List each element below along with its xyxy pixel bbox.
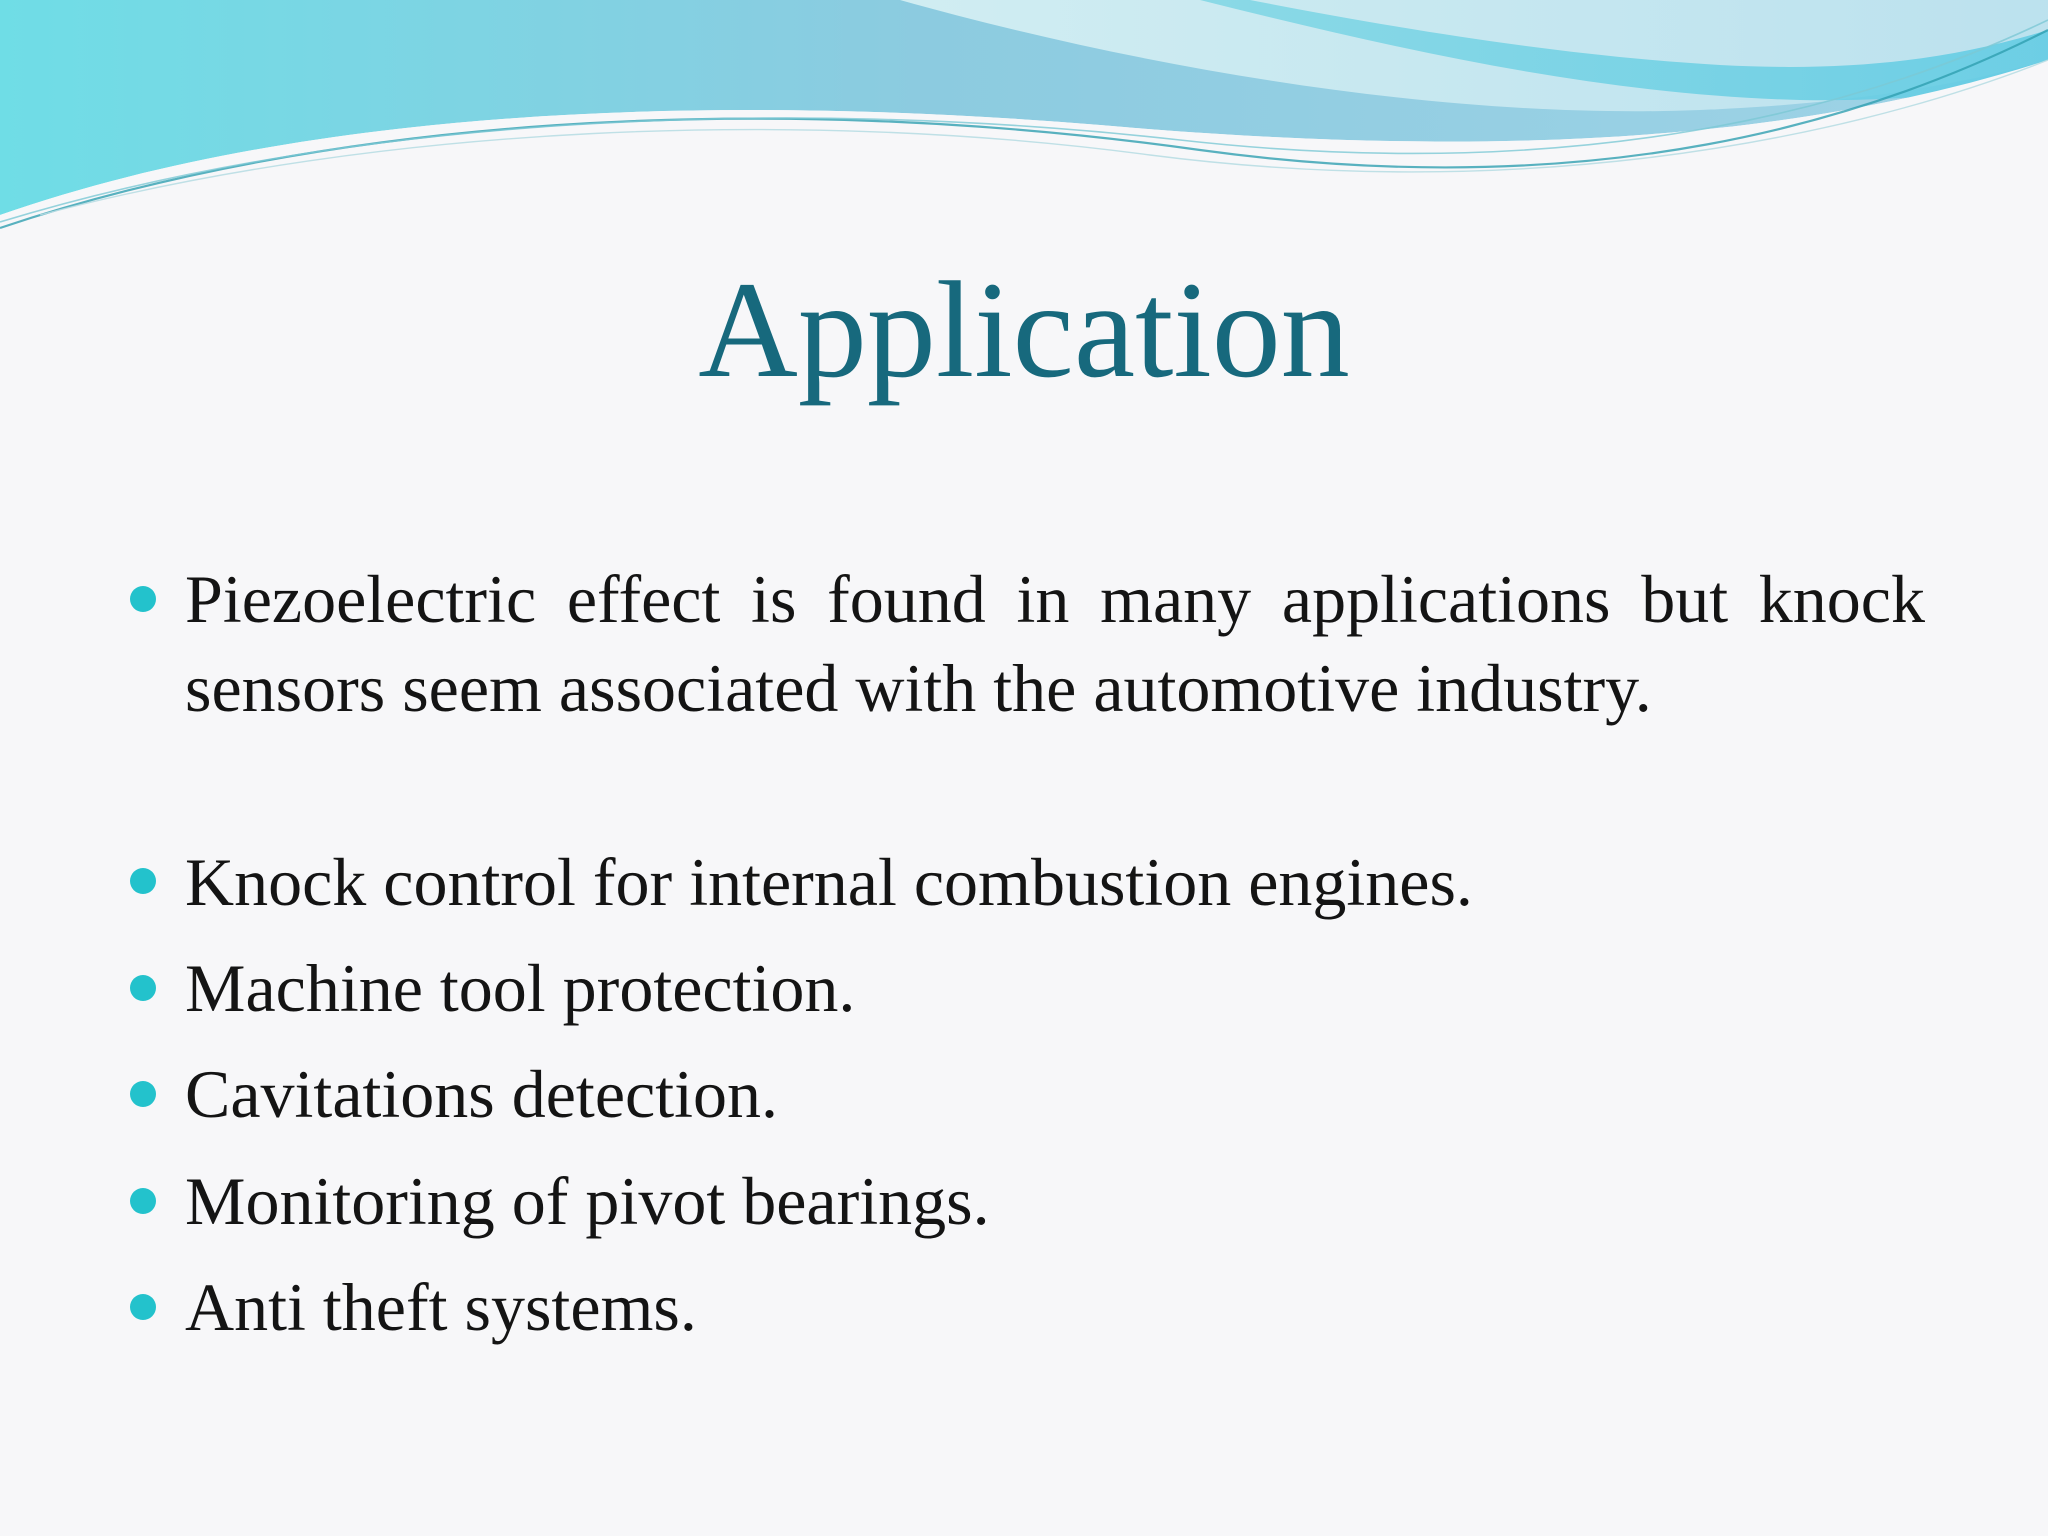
- bullet-marker: [130, 868, 156, 894]
- bullet-item: Machine tool protection.: [185, 950, 856, 1026]
- bullet-item: Cavitations detection.: [185, 1056, 778, 1132]
- bullet-marker: [130, 1188, 156, 1214]
- bullet-item: Monitoring of pivot bearings.: [185, 1163, 990, 1239]
- bullet-marker: [130, 975, 156, 1001]
- bullet-marker: [130, 1081, 156, 1107]
- bullet-item: Anti theft systems.: [185, 1269, 697, 1345]
- bullet-marker: [130, 1294, 156, 1320]
- slide-title: Application: [698, 253, 1350, 406]
- bullet-item: Piezoelectric effect is found in many applications but knock sensors seem associated with the automotive industry.: [185, 561, 1925, 726]
- bullet-item: Knock control for internal combustion engines.: [185, 844, 1473, 920]
- bullet-marker: [130, 586, 156, 612]
